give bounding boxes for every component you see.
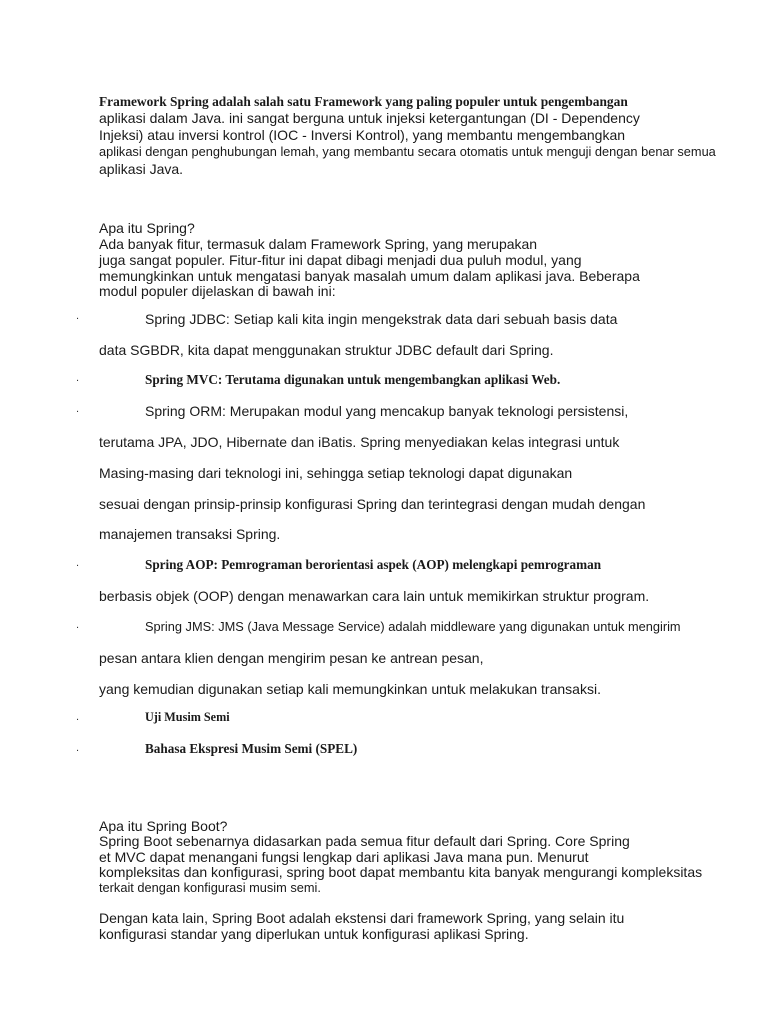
- module-aop-continued: berbasis objek (OOP) dengan menawarkan cara lain untuk memikirkan struktur program.: [99, 588, 650, 604]
- bullet-marker: .: [76, 711, 80, 723]
- module-orm-continued: terutama JPA, JDO, Hibernate dan iBatis. Spring menyediakan kelas integrasi untuk: [99, 434, 620, 450]
- bullet-marker: .: [76, 619, 80, 631]
- module-orm-continued: manajemen transaksi Spring.: [99, 526, 281, 542]
- module-test: Uji Musim Semi: [145, 710, 230, 724]
- module-orm-continued: sesuai dengan prinsip-prinsip konfigurasi Spring dan terintegrasi dengan mudah dengan: [99, 496, 646, 512]
- bullet-marker: .: [76, 372, 80, 384]
- intro-line: aplikasi dengan penghubungan lemah, yang membantu secara otomatis untuk menguji dengan benar semua: [99, 144, 716, 159]
- paragraph-line: et MVC dapat menangani fungsi lengkap dari aplikasi Java mana pun. Menurut: [99, 849, 589, 865]
- bullet-marker: .: [76, 403, 80, 415]
- module-spel: Bahasa Ekspresi Musim Semi (SPEL): [145, 741, 358, 756]
- module-aop: Spring AOP: Pemrograman berorientasi aspek (AOP) melengkapi pemrograman: [145, 557, 602, 572]
- intro-line: aplikasi dalam Java. ini sangat berguna untuk injeksi ketergantungan (DI - Dependency: [99, 110, 640, 126]
- bullet-marker: .: [76, 310, 80, 322]
- section-heading-spring: Apa itu Spring?: [99, 220, 195, 236]
- module-jdbc: Spring JDBC: Setiap kali kita ingin mengekstrak data dari sebuah basis data: [145, 311, 618, 327]
- bullet-marker: .: [76, 557, 80, 569]
- module-jdbc-continued: data SGBDR, kita dapat menggunakan struktur JDBC default dari Spring.: [99, 342, 554, 358]
- paragraph-line: memungkinkan untuk mengatasi banyak masalah umum dalam aplikasi java. Beberapa: [99, 268, 640, 284]
- module-jms-continued: pesan antara klien dengan mengirim pesan ke antrean pesan,: [99, 650, 484, 666]
- intro-line: aplikasi Java.: [99, 161, 184, 177]
- intro-line: Framework Spring adalah salah satu Framework yang paling populer untuk pengembangan: [99, 94, 628, 109]
- module-jms-continued: yang kemudian digunakan setiap kali memungkinkan untuk melakukan transaksi.: [99, 681, 601, 697]
- paragraph-line: Spring Boot sebenarnya didasarkan pada semua fitur default dari Spring. Core Spring: [99, 833, 630, 849]
- paragraph-line: terkait dengan konfigurasi musim semi.: [99, 880, 321, 895]
- intro-line: Injeksi) atau inversi kontrol (IOC - Inversi Kontrol), yang membantu mengembangkan: [99, 127, 626, 143]
- module-jms: Spring JMS: JMS (Java Message Service) adalah middleware yang digunakan untuk mengirim: [145, 619, 681, 634]
- paragraph-line: modul populer dijelaskan di bawah ini:: [99, 283, 336, 299]
- paragraph-line: Ada banyak fitur, termasuk dalam Framework Spring, yang merupakan: [99, 236, 538, 252]
- paragraph-line: Dengan kata lain, Spring Boot adalah ekstensi dari framework Spring, yang selain itu: [99, 910, 625, 926]
- paragraph-line: kompleksitas dan konfigurasi, spring boot dapat membantu kita banyak mengurangi kompleksitas: [99, 864, 703, 880]
- bullet-marker: .: [76, 742, 80, 754]
- module-orm: Spring ORM: Merupakan modul yang mencakup banyak teknologi persistensi,: [145, 403, 629, 419]
- paragraph-line: konfigurasi standar yang diperlukan untuk konfigurasi aplikasi Spring.: [99, 926, 529, 942]
- module-mvc: Spring MVC: Terutama digunakan untuk mengembangkan aplikasi Web.: [145, 372, 561, 387]
- module-orm-continued: Masing-masing dari teknologi ini, sehingga setiap teknologi dapat digunakan: [99, 465, 573, 481]
- section-heading-spring-boot: Apa itu Spring Boot?: [99, 818, 228, 834]
- paragraph-line: juga sangat populer. Fitur-fitur ini dapat dibagi menjadi dua puluh modul, yang: [99, 252, 582, 268]
